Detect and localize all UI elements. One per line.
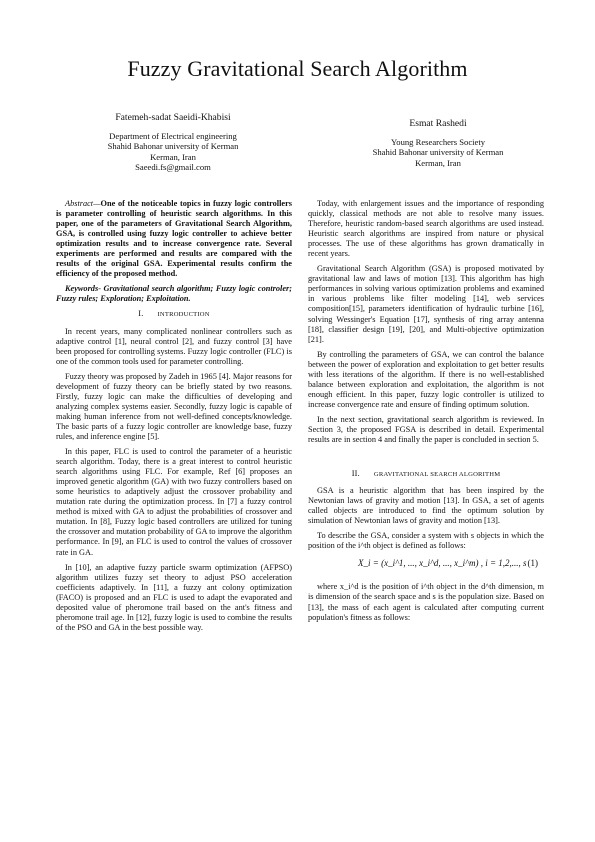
section-number: I. <box>138 309 144 319</box>
paragraph: where x_i^d is the position of i^th object in the d^th dimension, m is dimension of the search space and s is the population size. Based on [13], the mass of each agent is calculated after computing current population's fitness as follows: <box>308 582 544 622</box>
section-title: GRAVITATIONAL SEARCH ALGORITHM <box>373 471 501 479</box>
abstract-text: One of the noticeable topics in fuzzy logic controllers is parameter controlling of heuristic search algorithms. In this paper, one of the parameters of Gravitational Search Algorithm, GSA, is controlled using fuzzy logic controller to achieve better optimization results and to increase convergence rate. Several experiments are performed and results are compared with the results of the original GSA. Experimental results confirm the efficiency of the proposed method. <box>56 199 292 279</box>
equation-expression: X_i = (x_i^1, ..., x_i^d, ..., x_i^m) , i = 1,2,..., s <box>358 558 527 569</box>
section-heading-introduction <box>56 309 292 320</box>
equation-1 <box>308 556 544 574</box>
author-block-1 <box>55 113 291 173</box>
paragraph: To describe the GSA, consider a system with s objects in which the position of the i^th object is defined as follows: <box>308 531 544 551</box>
author-name: Fatemeh-sadat Saeidi-Khabisi <box>115 112 231 123</box>
abstract-lead: Abstract— <box>65 199 101 208</box>
author-affiliation-line: Shahid Bahonar university of Kerman <box>107 141 239 152</box>
author-email: Saeedi.fs@gmail.com <box>135 162 211 173</box>
paragraph: In [10], an adaptive fuzzy particle swarm optimization (AFPSO) algorithm utilizes fuzzy set theory to adjust PSO acceleration coefficients adaptively. In [11], a fuzzy ant colony optimization (FACO) is proposed and an FLC is used to adapt the evaporated and deposited value of pheromone trail based on the ant's fitness and pheromone trail age. In [12], fuzzy logic is used to combine the results of the PSO and GA in the best possible way. <box>56 562 292 632</box>
paragraph: Gravitational Search Algorithm (GSA) is proposed motivated by gravitational law and laws of motion [13]. This algorithm has high performances in solving various optimization problems and examined in various problems like filter modeling [14], web services composition[15], parameters identification of hydraulic turbine [16], solving Wessinger's Equation [17], synthesis of ring array antenna [18], classifier design [19], [20], and Multi-objective optimization [21]. <box>308 264 544 344</box>
author-affiliation-line: Young Researchers Society <box>390 136 486 147</box>
paragraph: In the next section, gravitational search algorithm is reviewed. In Section 3, the proposed FGSA is described in detail. Experimental results are in section 4 and finally the paper is concluded in section 5. <box>308 414 544 445</box>
paragraph: GSA is a heuristic algorithm that has been inspired by the Newtonian laws of gravity and motion [13]. In GSA, a set of agents called objects are introduced to find the optimum solution by simulation of Newtonian laws of gravity and motion [13]. <box>308 486 544 526</box>
author-affiliation-line: Shahid Bahonar university of Kerman <box>372 147 504 158</box>
keywords: Keywords- Gravitational search algorithm; Fuzzy logic controler; Fuzzy rules; Exploration; Exploitation. <box>56 284 292 304</box>
author-block-2 <box>320 119 556 168</box>
section-title: INTRODUCTION <box>157 311 210 319</box>
paragraph: Fuzzy theory was proposed by Zadeh in 1965 [4]. Major reasons for development of fuzzy theory can be briefly stated by two reasons. Firstly, fuzzy logic can make the difficulties of developing and analyzing complex systems easier. Secondly, fuzzy logic is capable of making human inference from not well-defined concepts/knowledge. The basic parts of a fuzzy logic controller are knowledge base, fuzzy rules, and inference engine [5]. <box>56 371 292 441</box>
author-name: Esmat Rashedi <box>409 118 467 129</box>
section-number: II. <box>351 469 360 479</box>
equation-number: (1) <box>527 558 538 569</box>
paragraph: Today, with enlargement issues and the importance of responding quickly, classical methods are not able to resolve many issues. Therefore, heuristic random-based search algorithms are used instead. Heuristic search algorithms are inspired from nature or physical processes. The use of these algorithms has grown dramatically in recent years. <box>308 199 544 259</box>
right-column <box>308 199 544 628</box>
section-heading-gsa <box>308 469 544 480</box>
author-affiliation-line: Department of Electrical engineering <box>109 130 237 141</box>
paragraph: In recent years, many complicated nonlinear controllers such as adaptive control [1], neural control [2], and fuzzy control [3] have been proposed for controlling systems. Fuzzy logic controller (FLC) is one of the common tools used for parameter controlling. <box>56 326 292 366</box>
paper-title: Fuzzy Gravitational Search Algorithm <box>127 56 468 81</box>
author-affiliation-line: Kerman, Iran <box>150 151 196 162</box>
paragraph: By controlling the parameters of GSA, we can control the balance between the power of exploration and exploitation to get better results with less iterations of the algorithm. If there is no well-established balance between exploration and exploitation, the algorithm is not enough efficient. In this paper, fuzzy logic controller is utilized to increase convergence rate and ensure of finding optimum solution. <box>308 349 544 409</box>
abstract <box>56 199 292 279</box>
left-column <box>56 199 292 638</box>
paragraph: In this paper, FLC is used to control the parameter of a heuristic search algorithm. Today, there is a great interest to control heuristic search algorithms using FLC. For example, Ref [6] proposes an improved genetic algorithm (GA) with two fuzzy controllers based on some heuristics to adaptively adjust the crossover probability and mutation rate during the optimization process. In [7] a fuzzy control method is mixed with GA to adjust the probabilities of crossover and mutation. In [8], Fuzzy logic based controllers are utilized for tuning the crossover and mutation probability of GA to improve the algorithm performance. In [9], an FLC is used to control the values of crossover rate in GA. <box>56 447 292 557</box>
author-affiliation-line: Kerman, Iran <box>415 157 461 168</box>
